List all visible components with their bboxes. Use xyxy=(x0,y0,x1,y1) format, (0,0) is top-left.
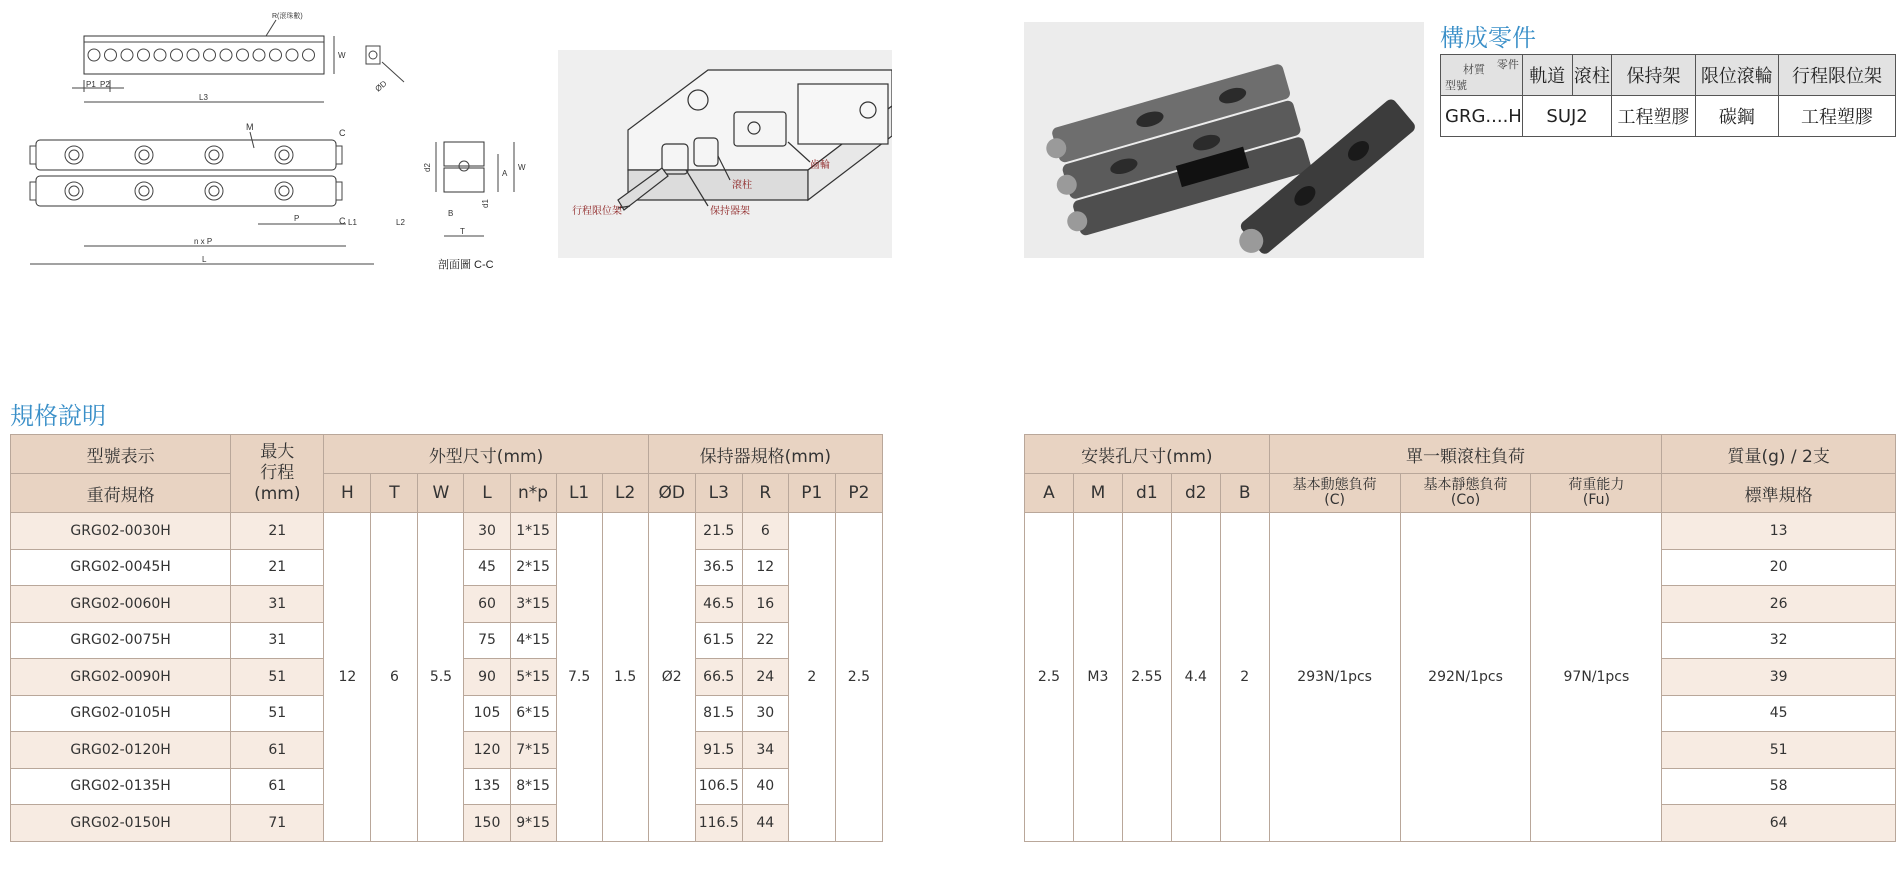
label-p2: P2 xyxy=(100,80,110,89)
label-p1: P1 xyxy=(86,80,96,89)
cell-l: 45 xyxy=(464,549,510,586)
cell-stroke: 61 xyxy=(231,768,324,805)
cell-stroke: 71 xyxy=(231,805,324,842)
mounting-hole xyxy=(275,182,293,200)
table-row xyxy=(11,513,883,550)
cell-a: 2.5 xyxy=(1025,513,1074,842)
cell-p2: 2.5 xyxy=(835,513,882,842)
header-mass: 質量(g) / 2支 xyxy=(1662,435,1896,474)
cell-mass: 64 xyxy=(1662,805,1896,842)
cell-l: 135 xyxy=(464,768,510,805)
cutaway-illustration xyxy=(558,50,892,258)
cell-model: GRG02-0120H xyxy=(11,732,231,769)
label-m: M xyxy=(246,122,254,132)
roller-outline xyxy=(121,49,133,61)
label-b: B xyxy=(448,209,454,218)
header-single-roller-load: 單一顆滾柱負荷 xyxy=(1269,435,1662,474)
cell-model: GRG02-0045H xyxy=(11,549,231,586)
cell-d1: 2.55 xyxy=(1122,513,1171,842)
label-d1: d1 xyxy=(481,199,490,208)
roller-outline xyxy=(187,49,199,61)
cell-l2: 1.5 xyxy=(602,513,648,842)
roller-outline xyxy=(154,49,166,61)
cell-model: GRG02-0150H xyxy=(11,805,231,842)
cell-l3: 61.5 xyxy=(695,622,742,659)
comp-header-roller: 滾柱 xyxy=(1572,55,1612,96)
cell-model: GRG02-0090H xyxy=(11,659,231,696)
header-h: H xyxy=(324,474,371,513)
header-p2: P2 xyxy=(835,474,882,513)
cell-np: 6*15 xyxy=(510,695,556,732)
cell-mass: 13 xyxy=(1662,513,1896,550)
corner-model: 型號 xyxy=(1445,79,1467,92)
cell-stroke: 21 xyxy=(231,549,324,586)
mounting-hole xyxy=(205,182,223,200)
callout-limit: 行程限位架 xyxy=(572,206,622,217)
cell-stroke: 61 xyxy=(231,732,324,769)
section-caption: 剖面圖 C-C xyxy=(438,259,494,271)
cell-model: GRG02-0030H xyxy=(11,513,231,550)
cell-l: 105 xyxy=(464,695,510,732)
cell-r: 40 xyxy=(742,768,788,805)
header-static-load xyxy=(1400,474,1531,513)
cell-load-capacity: 97N/1pcs xyxy=(1531,513,1662,842)
header-d2: d2 xyxy=(1171,474,1220,513)
header-model: 型號表示 xyxy=(11,435,231,474)
components-table xyxy=(1440,54,1896,137)
technical-drawing xyxy=(14,6,534,276)
cell-l3: 66.5 xyxy=(695,659,742,696)
cell-r: 30 xyxy=(742,695,788,732)
mounting-hole-inner xyxy=(69,150,79,160)
header-l2: L2 xyxy=(602,474,648,513)
roller-outline xyxy=(237,49,249,61)
cell-l: 30 xyxy=(464,513,510,550)
header-l3: L3 xyxy=(695,474,742,513)
comp-model: GRG....H xyxy=(1441,96,1523,137)
cell-r: 16 xyxy=(742,586,788,623)
cell-h: 12 xyxy=(324,513,371,842)
cell-r: 44 xyxy=(742,805,788,842)
cell-np: 8*15 xyxy=(510,768,556,805)
comp-header-stroke-limit: 行程限位架 xyxy=(1778,55,1895,96)
mounting-hole-inner xyxy=(139,150,149,160)
mounting-hole xyxy=(275,146,293,164)
cell-np: 5*15 xyxy=(510,659,556,696)
cell-p1: 2 xyxy=(788,513,835,842)
cell-l3: 46.5 xyxy=(695,586,742,623)
header-a: A xyxy=(1025,474,1074,513)
cell-np: 9*15 xyxy=(510,805,556,842)
roller-outline xyxy=(286,49,298,61)
header-load-capacity-label: 荷重能力 xyxy=(1568,477,1625,493)
cell-r: 34 xyxy=(742,732,788,769)
cell-r: 6 xyxy=(742,513,788,550)
cell-r: 22 xyxy=(742,622,788,659)
corner-material: 材質 xyxy=(1463,63,1485,76)
label-a: A xyxy=(502,169,508,178)
cell-stroke: 21 xyxy=(231,513,324,550)
cell-mass: 39 xyxy=(1662,659,1896,696)
cell-np: 7*15 xyxy=(510,732,556,769)
header-load-capacity-symbol: (Fu) xyxy=(1582,492,1610,508)
header-heavy-load: 重荷規格 xyxy=(11,474,231,513)
spec-table-right xyxy=(1024,434,1896,842)
header-dynamic-load xyxy=(1269,474,1400,513)
label-p: P xyxy=(294,214,300,223)
comp-header-rail: 軌道 xyxy=(1522,55,1572,96)
comp-header-limit-roller: 限位滾輪 xyxy=(1695,55,1778,96)
cell-np: 3*15 xyxy=(510,586,556,623)
header-dynamic-load-label: 基本動態負荷 xyxy=(1292,477,1377,493)
cell-l3: 36.5 xyxy=(695,549,742,586)
roller-outline xyxy=(105,49,117,61)
mounting-hole xyxy=(135,146,153,164)
comp-rail-roller-material: SUJ2 xyxy=(1522,96,1612,137)
cell-np: 4*15 xyxy=(510,622,556,659)
mounting-hole-inner xyxy=(69,186,79,196)
cell-l: 150 xyxy=(464,805,510,842)
header-outer-dimensions: 外型尺寸(mm) xyxy=(324,435,648,474)
roller-outline xyxy=(88,49,100,61)
cell-stroke: 31 xyxy=(231,586,324,623)
cell-l: 60 xyxy=(464,586,510,623)
cell-m: M3 xyxy=(1073,513,1122,842)
cell-l3: 116.5 xyxy=(695,805,742,842)
roller-outline xyxy=(220,49,232,61)
label-nxp: n x P xyxy=(194,237,213,246)
cell-l3: 106.5 xyxy=(695,768,742,805)
header-max-stroke: 最大 行程 (mm) xyxy=(231,435,324,513)
mounting-hole-inner xyxy=(279,150,289,160)
comp-limit-roller-material: 碳鋼 xyxy=(1695,96,1778,137)
cell-stroke: 31 xyxy=(231,622,324,659)
corner-cell xyxy=(1441,55,1523,96)
mounting-hole-inner xyxy=(279,186,289,196)
mounting-hole xyxy=(65,146,83,164)
comp-cage-material: 工程塑膠 xyxy=(1612,96,1695,137)
label-c-top: C xyxy=(339,128,346,138)
label-phid: ØD xyxy=(373,78,389,94)
cell-stroke: 51 xyxy=(231,695,324,732)
cell-l: 75 xyxy=(464,622,510,659)
corner-part: 零件 xyxy=(1496,58,1519,71)
header-static-load-symbol: (Co) xyxy=(1450,492,1481,508)
cell-mass: 20 xyxy=(1662,549,1896,586)
cell-r: 24 xyxy=(742,659,788,696)
header-l1: L1 xyxy=(556,474,602,513)
header-m: M xyxy=(1073,474,1122,513)
label-d2: d2 xyxy=(423,163,432,172)
cell-mass: 51 xyxy=(1662,732,1896,769)
roller-outline xyxy=(171,49,183,61)
cell-np: 1*15 xyxy=(510,513,556,550)
label-c-bottom: C xyxy=(339,216,346,226)
roller-outline xyxy=(138,49,150,61)
cell-l3: 91.5 xyxy=(695,732,742,769)
components-title: 構成零件 xyxy=(1440,24,1536,52)
header-b: B xyxy=(1220,474,1269,513)
callout-roller: 滾柱 xyxy=(732,180,752,191)
cell-mass: 58 xyxy=(1662,768,1896,805)
cell-w: 5.5 xyxy=(418,513,464,842)
header-static-load-label: 基本靜態負荷 xyxy=(1423,477,1508,493)
header-np: n*p xyxy=(510,474,556,513)
table-row xyxy=(1025,513,1896,550)
cell-phid: Ø2 xyxy=(648,513,695,842)
cell-dynamic-load: 293N/1pcs xyxy=(1269,513,1400,842)
cell-l3: 81.5 xyxy=(695,695,742,732)
cell-b: 2 xyxy=(1220,513,1269,842)
cell-mass: 26 xyxy=(1662,586,1896,623)
header-t: T xyxy=(371,474,418,513)
cell-l: 120 xyxy=(464,732,510,769)
header-cage-spec: 保持器規格(mm) xyxy=(648,435,882,474)
label-l: L xyxy=(202,255,207,264)
cell-model: GRG02-0135H xyxy=(11,768,231,805)
label-l2: L2 xyxy=(396,218,405,227)
cell-l1: 7.5 xyxy=(556,513,602,842)
cell-model: GRG02-0105H xyxy=(11,695,231,732)
cell-model: GRG02-0060H xyxy=(11,586,231,623)
cell-d2: 4.4 xyxy=(1171,513,1220,842)
cell-t: 6 xyxy=(371,513,418,842)
header-dynamic-load-symbol: (C) xyxy=(1324,492,1345,508)
mounting-hole xyxy=(205,146,223,164)
label-w-section: W xyxy=(518,163,526,172)
label-l3: L3 xyxy=(199,93,208,102)
spec-title: 規格說明 xyxy=(10,402,106,430)
callout-cage: 保持器架 xyxy=(710,206,750,217)
header-r: R xyxy=(742,474,788,513)
roller-outline xyxy=(303,49,315,61)
spec-table-left xyxy=(10,434,883,842)
header-d1: d1 xyxy=(1122,474,1171,513)
header-mounting-holes: 安裝孔尺寸(mm) xyxy=(1025,435,1270,474)
cell-stroke: 51 xyxy=(231,659,324,696)
header-w: W xyxy=(418,474,464,513)
header-load-capacity xyxy=(1531,474,1662,513)
cell-l3: 21.5 xyxy=(695,513,742,550)
header-phid: ØD xyxy=(648,474,695,513)
label-r-note: R(滾珠數) xyxy=(272,13,303,20)
header-l: L xyxy=(464,474,510,513)
header-standard-spec: 標準規格 xyxy=(1662,474,1896,513)
mounting-hole xyxy=(65,182,83,200)
comp-stroke-limit-material: 工程塑膠 xyxy=(1778,96,1895,137)
cell-r: 12 xyxy=(742,549,788,586)
label-t: T xyxy=(460,227,465,236)
mounting-hole xyxy=(135,182,153,200)
cell-np: 2*15 xyxy=(510,549,556,586)
cell-static-load: 292N/1pcs xyxy=(1400,513,1531,842)
roller-outline xyxy=(270,49,282,61)
roller-outline xyxy=(204,49,216,61)
cell-mass: 45 xyxy=(1662,695,1896,732)
cell-l: 90 xyxy=(464,659,510,696)
comp-header-cage: 保持架 xyxy=(1612,55,1695,96)
cell-model: GRG02-0075H xyxy=(11,622,231,659)
roller-outline xyxy=(253,49,265,61)
callout-gear: 齒輪 xyxy=(810,160,830,171)
mounting-hole-inner xyxy=(209,186,219,196)
header-p1: P1 xyxy=(788,474,835,513)
mounting-hole-inner xyxy=(139,186,149,196)
label-w: W xyxy=(338,51,346,60)
mounting-hole-inner xyxy=(209,150,219,160)
label-l1: L1 xyxy=(348,218,357,227)
product-photo xyxy=(1024,22,1424,258)
cell-mass: 32 xyxy=(1662,622,1896,659)
